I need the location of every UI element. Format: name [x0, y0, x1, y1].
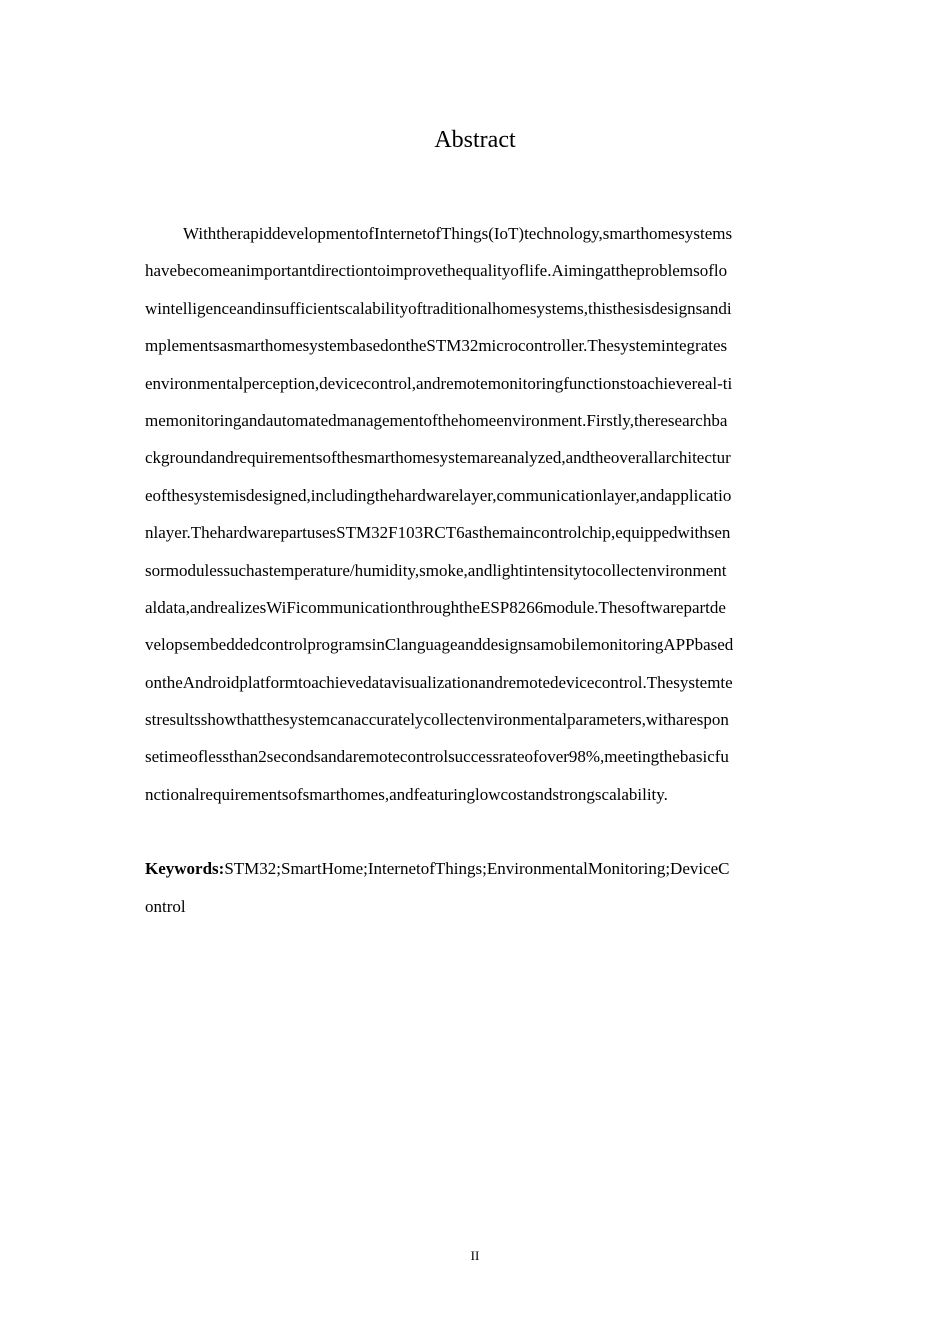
abstract-line: wintelligenceandinsufficientscalabilityoftraditionalhomesystems,thisthesisdesignsandi [145, 298, 732, 318]
keywords-text: STM32;SmartHome;InternetofThings;EnvironmentalMonitoring;DeviceC [224, 859, 730, 878]
abstract-line: environmentalperception,devicecontrol,andremotemonitoringfunctionstoachievereal-ti [145, 373, 733, 393]
abstract-line: nctionalrequirementsofsmarthomes,andfeaturinglowcostandstrongscalability. [145, 784, 668, 804]
abstract-line: ontheAndroidplatformtoachievedatavisualizationandremotedevicecontrol.Thesystemte [145, 672, 733, 692]
page-number: II [470, 1248, 480, 1263]
keywords-section [145, 855, 808, 931]
abstract-line: havebecomeanimportantdirectiontoimprovethequalityoflife.Aimingattheproblemsoflo [145, 261, 728, 281]
abstract-line: nlayer.ThehardwarepartusesSTM32F103RCT6asthemaincontrolchip,equippedwithsen [145, 523, 731, 543]
abstract-line: velopsembeddedcontrolprogramsinClanguageanddesignsamobilemonitoringAPPbased [145, 635, 734, 655]
abstract-line: sormodulessuchastemperature/humidity,smoke,andlightintensitytocollectenvironment [145, 560, 727, 580]
abstract-line: setimeoflessthan2secondsandaremotecontrolsuccessrateofover98%,meetingthebasicfu [145, 747, 729, 767]
abstract-line: stresultsshowthatthesystemcanaccuratelycollectenvironmentalparameters,witharespon [145, 710, 729, 730]
abstract-body [145, 220, 808, 818]
abstract-line: WiththerapiddevelopmentofInternetofThings(IoT)technology,smarthomesystems [183, 224, 733, 243]
keywords-label: Keywords: [145, 859, 225, 878]
abstract-line: memonitoringandautomatedmanagementofthehomeenvironment.Firstly,theresearchba [145, 410, 728, 430]
abstract-title: Abstract [434, 127, 516, 153]
keywords-line [145, 855, 808, 893]
abstract-line: ckgroundandrequirementsofthesmarthomesystemareanalyzed,andtheoverallarchitectur [145, 448, 731, 468]
abstract-line: aldata,andrealizesWiFicommunicationthroughtheESP8266module.Thesoftwarepartde [145, 597, 726, 617]
keywords-line: ontrol [145, 897, 186, 916]
abstract-line: mplementsasmarthomesystembasedontheSTM32microcontroller.Thesystemintegrates [145, 336, 728, 356]
abstract-line: eofthesystemisdesigned,includingthehardwarelayer,communicationlayer,andapplicatio [145, 485, 732, 505]
